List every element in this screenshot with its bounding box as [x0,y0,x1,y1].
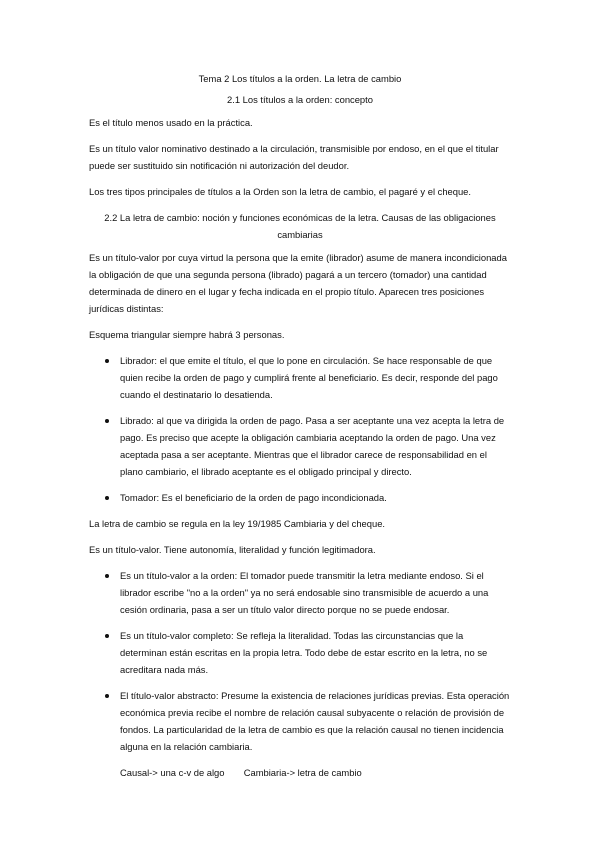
causal-right-text: Cambiaria-> letra de cambio [243,767,362,778]
positions-list [89,352,511,506]
paragraph: Esquema triangular siempre habrá 3 personas. [89,329,285,340]
paragraph: Es un título-valor por cuya virtud la persona que la emite (librador) asume de manera incondicionada la obligación de que una segunda persona (librado) pagará a un tercero (tomador) una cantidad determinada de dinero en el lugar y fecha indicada en el propio título. Aparecen tres posiciones jurídicas distintas: [89,252,507,314]
list-item-text: El título-valor abstracto: Presume la existencia de relaciones jurídicas previas. Esta operación económica previa recibe el nombre de relación causal subyacente o relación de provisión de fondos. La particularidad de la letra de cambio es que la relación causal no tienen incidencia alguna en la relación cambiaria. [120,690,510,752]
bullet-icon [105,694,109,698]
bullet-icon [105,574,109,578]
paragraph: Los tres tipos principales de títulos a la Orden son la letra de cambio, el pagaré y el cheque. [89,186,471,197]
paragraph: Es el título menos usado en la práctica. [89,117,253,128]
document-title: Tema 2 Los títulos a la orden. La letra de cambio [198,73,402,84]
paragraph: Es un título-valor. Tiene autonomía, literalidad y función legitimadora. [89,544,376,555]
section-heading-2-1: 2.1 Los títulos a la orden: concepto [227,94,373,105]
list-item [89,352,511,403]
bullet-icon [105,359,109,363]
document-body [89,70,511,781]
bullet-icon [105,419,109,423]
list-item [89,412,511,480]
features-list [89,567,511,755]
causal-line [89,764,511,781]
list-item [89,567,511,618]
list-item-text: Librado: al que va dirigida la orden de pago. Pasa a ser aceptante una vez acepta la letra de pago. Es preciso que acepte la obligación cambiaria aceptando la orden de pago. Una vez aceptada pasa a ser aceptante. Mientras que el librador carece de responsabilidad en el plano cambiario, el librado aceptante es el obligado principal y directo. [120,415,505,477]
list-item-text: Tomador: Es el beneficiario de la orden de pago incondicionada. [120,492,387,503]
list-item [89,489,511,506]
causal-left-text: Causal-> una c-v de algo [120,767,225,778]
bullet-icon [105,634,109,638]
list-item-text: Es un título-valor a la orden: El tomador puede transmitir la letra mediante endoso. Si el librador escribe "no a la orden" ya no será endosable sino transmisible de acuerdo a una cesión ordinaria, pasa a ser un título valor directo porque no se puede endosar. [120,570,489,615]
list-item-text: Librador: el que emite el título, el que lo pone en circulación. Se hace responsable de que quien recibe la orden de pago y cumplirá frente al beneficiario. Es decir, responde del pago cuando el destinatario lo desatienda. [120,355,498,400]
section-heading-2-2: 2.2 La letra de cambio: noción y funciones económicas de la letra. Causas de las obligaciones cambiarias [104,212,496,240]
list-item [89,627,511,678]
paragraph: La letra de cambio se regula en la ley 19/1985 Cambiaria y del cheque. [89,518,386,529]
list-item-text: Es un título-valor completo: Se refleja la literalidad. Todas las circunstancias que la determinan están escritas en la propia letra. Todo debe de estar escrito en la letra, no se acreditara nada más. [120,630,488,675]
bullet-icon [105,496,109,500]
list-item [89,687,511,755]
paragraph: Es un título valor nominativo destinado a la circulación, transmisible por endoso, en el que el titular puede ser sustituido sin notificación ni autorización del deudor. [89,143,499,171]
